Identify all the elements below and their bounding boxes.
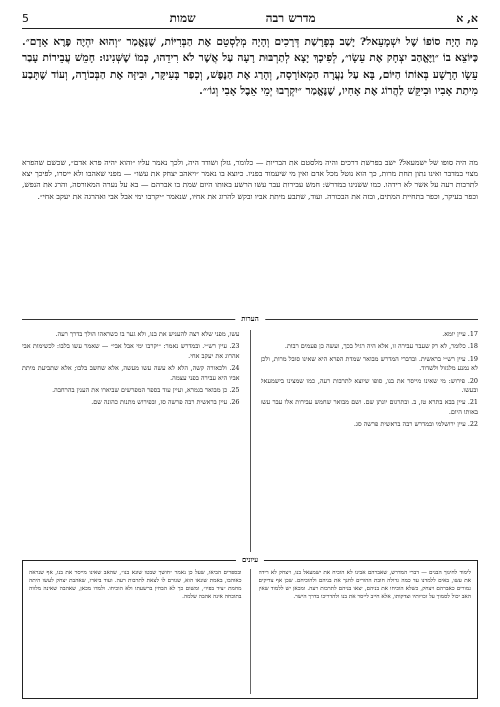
footnotes-left-column bbox=[22, 330, 240, 552]
midrash-text: מָה הָיָה סוֹפוֹ שֶׁל יִשְׁמָעֵאל? יָשַׁב בְּפָרָשַׁת דְּרָכִים וְהָיָה מְלַסְטֵם אֶת הַבְּרִיּוֹת, שֶׁנֶּאֱמַר ״וְהוּא יִהְיֶה פֶּרֶא אָדָם״. כַּיּוֹצֵא בוֹ ״וַיֶּאֱהַב יִצְחָק אֶת עֵשָׂו״, לְפִיכָךְ יָצָא לְתַרְבּוּת רָעָה עַל אֲשֶׁר לֹא רִידֵהוּ, כְּמוֹ שֶׁשְּׁנִינוּ: חָמֵשׁ עֲבֵירוֹת עָבַר עֵשָׂו הָרָשָׁע בְּאוֹתוֹ הַיּוֹם, בָּא עַל נַעֲרָה הַמְאוֹרָסָה, וְהָרַג אֶת הַנֶּפֶשׁ, וְכָפַר בָּעִיקָּר, וּבִיזָּה אֶת הַבְּכוֹרָה, וְעוֹד שֶׁתָּבַע מִיתַת אָבִיו וּבִיקֵּשׁ לַהֲרוֹג אֶת אָחִיו, שֶׁנֶּאֱמַר ״יִקְרְבוּ יְמֵי אֵבֶל אָבִי וְגוֹ׳״. bbox=[22, 36, 478, 98]
footnote: 23. עיין רש״י. ובמדרש נאמר: ״יקרבו ימי אבל אבי״ — שאמר עשו בלבו: לכשימות אבי אהרוג את יעקב אחי. bbox=[22, 342, 240, 360]
commentary-text: מה היה סופו של ישמעאל? ישב בפרשת דרכים והיה מלסטם את הבריות — כלומר, גזלן ושודד היה, ולכך נאמר עליו ״והוא יהיה פרא אדם״, שכשם שהפרא מצוי במדבר ואינו נתון תחת מרות, כך הוא נוטל מכל אדם ואין מי שיעמוד בפניו. כיוצא בו נאמר ״ויאהב יצחק את עשו״ — מפני שאהבו ולא ייסרו, לפיכך יצא לתרבות רעה על אשר לא רידהו. כמו ששנינו במדרש: חמש עבירות עבר עשו הרשע באותו היום שמת בו אברהם — בא על נערה המאורסה, והרג את הנפש, וכפר בעיקר, וכפר בתחיית המתים, ובזה את הבכורה. ועוד, שתבע מיתת אביו ובקש להרוג את אחיו, שנאמר ״יקרבו ימי אבל אבי ואהרגה את יעקב אחי״. bbox=[22, 158, 478, 201]
footnote: 18. כלומר, לא רק שעבר עבירה זו, אלא היה רגיל בכך, ועשה כן פעמים רבות. bbox=[284, 342, 478, 351]
footnotes-right-column bbox=[261, 330, 479, 552]
footnote: 19. עיין רש״י בראשית. ובדברי המדרש מבואר שמדת הפרא היא שאינו סובל מרות, ולכן לא נמנע מלגזול ולשדוד. bbox=[260, 354, 478, 373]
section-marker: א, א bbox=[456, 11, 478, 25]
footnote: 22. עיין ירושלמי ובמדרש רבה בראשית פרשה סג. bbox=[353, 420, 478, 429]
footnotes bbox=[22, 330, 478, 552]
notes-divider bbox=[22, 314, 478, 324]
footnote: 20. פירוש: מי שאינו מייסר את בנו, סופו שיוצא לתרבות רעה, כמו שמצינו בישמעאל ובעשו. bbox=[260, 376, 478, 395]
iyunim-left-column: ובספרים הביאו, שעל כן נאמר ״חושך שבטו שונא בנו״, שהאב שאינו מייסר את בנו, אף שנראה כאוהבו, באמת שונאו הוא, שגורם לו לצאת לתרבות רעה. ועוד ביארו, שאהבת יצחק לעשו היתה מחמת ״ציד בפיו״, ומשום כך לא הבחין ברשעתו ולא הוכיחו. ולמדו מכאן, שאהבה שאינה מלווה בתוכחה אינה אהבה שלמה. bbox=[29, 570, 242, 601]
page-number: 5 bbox=[22, 11, 29, 25]
footnote: 24. ולכאורה קשה, הלא לא עשה עשו מעשה, אלא שחשב בלבו; אלא שתביעת מיתת אביו היא עבירה בפני עצמה. bbox=[22, 364, 240, 382]
column-separator bbox=[250, 330, 251, 552]
footnote: 17. עיין יומא. bbox=[442, 330, 478, 338]
column-separator bbox=[250, 569, 251, 694]
footnote: עשו, מפני שלא רצה להעניש את בנו, ולא גער בו כשראהו הולך בדרך רעה. bbox=[55, 330, 240, 338]
running-title bbox=[170, 11, 316, 26]
footnote: 25. כן מבואר בגמרא, ועיין עוד בספר המפרשים שביארו את הענין בהרחבה. bbox=[52, 386, 240, 395]
iyunim-columns bbox=[29, 569, 471, 694]
iyunim-box bbox=[22, 555, 478, 699]
footnote: 21. עיין בבא בתרא טז, ב. ובתרגום יונתן שם. ושם מבואר שחמש עבירות אלו עבר עשו באותו היום. bbox=[260, 398, 478, 416]
notes-label: הערות bbox=[235, 314, 265, 323]
iyunim-right-column: לימוד לחינוך הבנים — דברי המדרש, שאברהם אבינו לא הוכיח את ישמעאל בנו, ויצחק לא רידה את עשו, באים ללמדנו עד כמה גדולה חובת ההורים לחנך את בניהם ולהוכיחם. שכן אף צדיקים גמורים כאברהם ויצחק, כשלא הוכיחו את בניהם, יצאו בניהם לתרבות רעה. ומכאן יש ללמוד שאין האב יכול לסמוך על זכויותיו וצדקותו, אלא חייב לייסר את בנו ולהדריכו בדרך הישר. bbox=[258, 570, 471, 601]
footnote: 26. עיין בראשית רבה פרשה סז, ובפירוש מתנות כהונה שם. bbox=[91, 398, 240, 407]
parsha-title: שמות bbox=[169, 10, 196, 25]
page-header bbox=[22, 8, 478, 29]
iyunim-label: עיונים bbox=[236, 555, 264, 564]
book-title: מדרש רבה bbox=[265, 10, 316, 25]
